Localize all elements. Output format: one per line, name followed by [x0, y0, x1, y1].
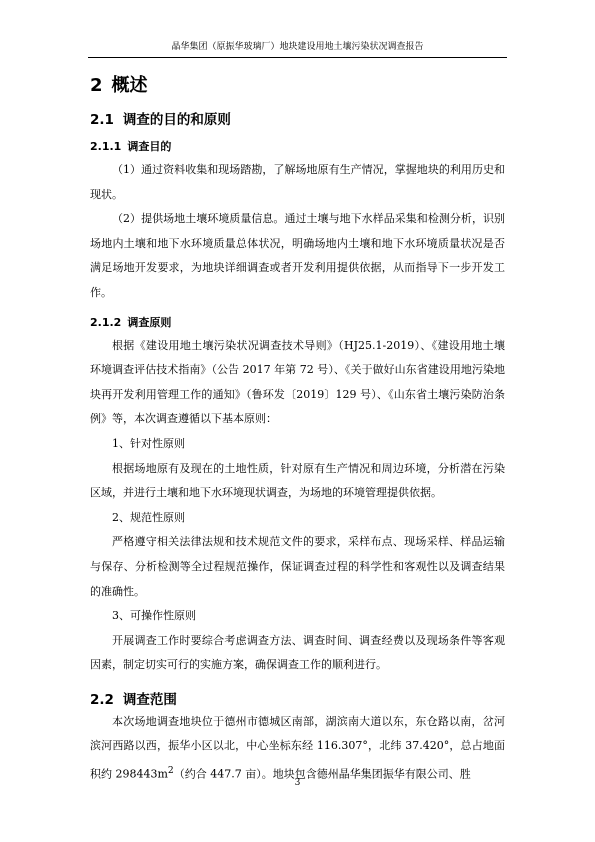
- section-heading-2-1: [90, 110, 505, 130]
- principle-2-text: 严格遵守相关法律法规和技术规范文件的要求，采样布点、现场采样、样品运输与保存、分析检测等全过程规范操作，保证调查过程的科学性和客观性以及调查结果的准确性。: [90, 535, 505, 598]
- scope-paragraph: [90, 710, 505, 787]
- principle-3-text: 开展调查工作时要综合考虑调查方法、调查时间、调查经费以及现场条件等客观因素，制定切实可行的实施方案，确保调查工作的顺利进行。: [90, 633, 505, 672]
- principle-1-title: 1、针对性原则: [112, 436, 185, 450]
- purpose-paragraph-1: （1）通过资料收集和现场踏勘，了解场地原有生产情况，掌握地块的利用历史和现状。: [90, 163, 505, 201]
- principle-2-title: 2、规范性原则: [112, 510, 185, 524]
- subsection-heading-2-1-1: [90, 138, 505, 156]
- section-title: 调查的目的和原则: [122, 112, 231, 128]
- scope-text-start: 本次场地调查地块位于德州市德城区南部，湖滨南大道以东，东仓路以南，岔河滨河西路以西，振华小区以北，中心坐标东经 116.307°，北纬 37.420°，总占地面积约 298443m: [90, 714, 505, 781]
- scope-text-end: （约合 447.7 亩）。地块包含德州晶华集团振华有限公司、胜: [173, 767, 471, 781]
- running-header: 晶华集团（原振华玻璃厂）地块建设用地土壤污染状况调查报告: [171, 42, 424, 52]
- subsection-title: 调查目的: [127, 140, 172, 153]
- chapter-title: 概述: [111, 75, 148, 96]
- principle-1-text: 根据场地原有及现在的土地性质，针对原有生产情况和周边环境，分析潜在污染区域，并进行土壤和地下水环境现状调查，为场地的环境管理提供依据。: [90, 461, 505, 500]
- section-title: 调查范围: [122, 691, 177, 708]
- chapter-number: 2: [90, 75, 103, 96]
- header-rule: [88, 57, 507, 58]
- area-unit-superscript: 2: [167, 765, 174, 777]
- section-number: 2.1: [90, 112, 114, 128]
- subsection-number: 2.1.2: [90, 315, 122, 329]
- subsection-title: 调查原则: [127, 315, 172, 329]
- page-number: 3: [294, 778, 301, 788]
- subsection-number: 2.1.1: [90, 140, 122, 153]
- subsection-heading-2-1-2: [90, 314, 505, 332]
- principle-3-title: 3、可操作性原则: [112, 609, 196, 623]
- purpose-paragraph-2: （2）提供场地土壤环境质量信息。通过土壤与地下水样品采集和检测分析，识别场地内土壤和地下水环境质量总体状况，明确场地内土壤和地下水环境质量状况是否满足场地开发要求，为地块详细调查或者开发利用提供依据，从而指导下一步开发工作。: [90, 212, 505, 299]
- chapter-heading: [90, 74, 505, 98]
- principles-intro-paragraph: 根据《建设用地土壤污染状况调查技术导则》（HJ25.1-2019）、《建设用地土壤环境调查评估技术指南》（公告 2017 年第 72 号）、《关于做好山东省建设用地污染地块再开发利用管理工作的通知》（鲁环发〔2019〕129 号）、《山东省土壤污染防治条例》等，本次调查遵循以下基本原则：: [90, 338, 505, 426]
- section-heading-2-2: [90, 690, 505, 710]
- section-number: 2.2: [90, 691, 114, 708]
- page-body: [90, 70, 505, 787]
